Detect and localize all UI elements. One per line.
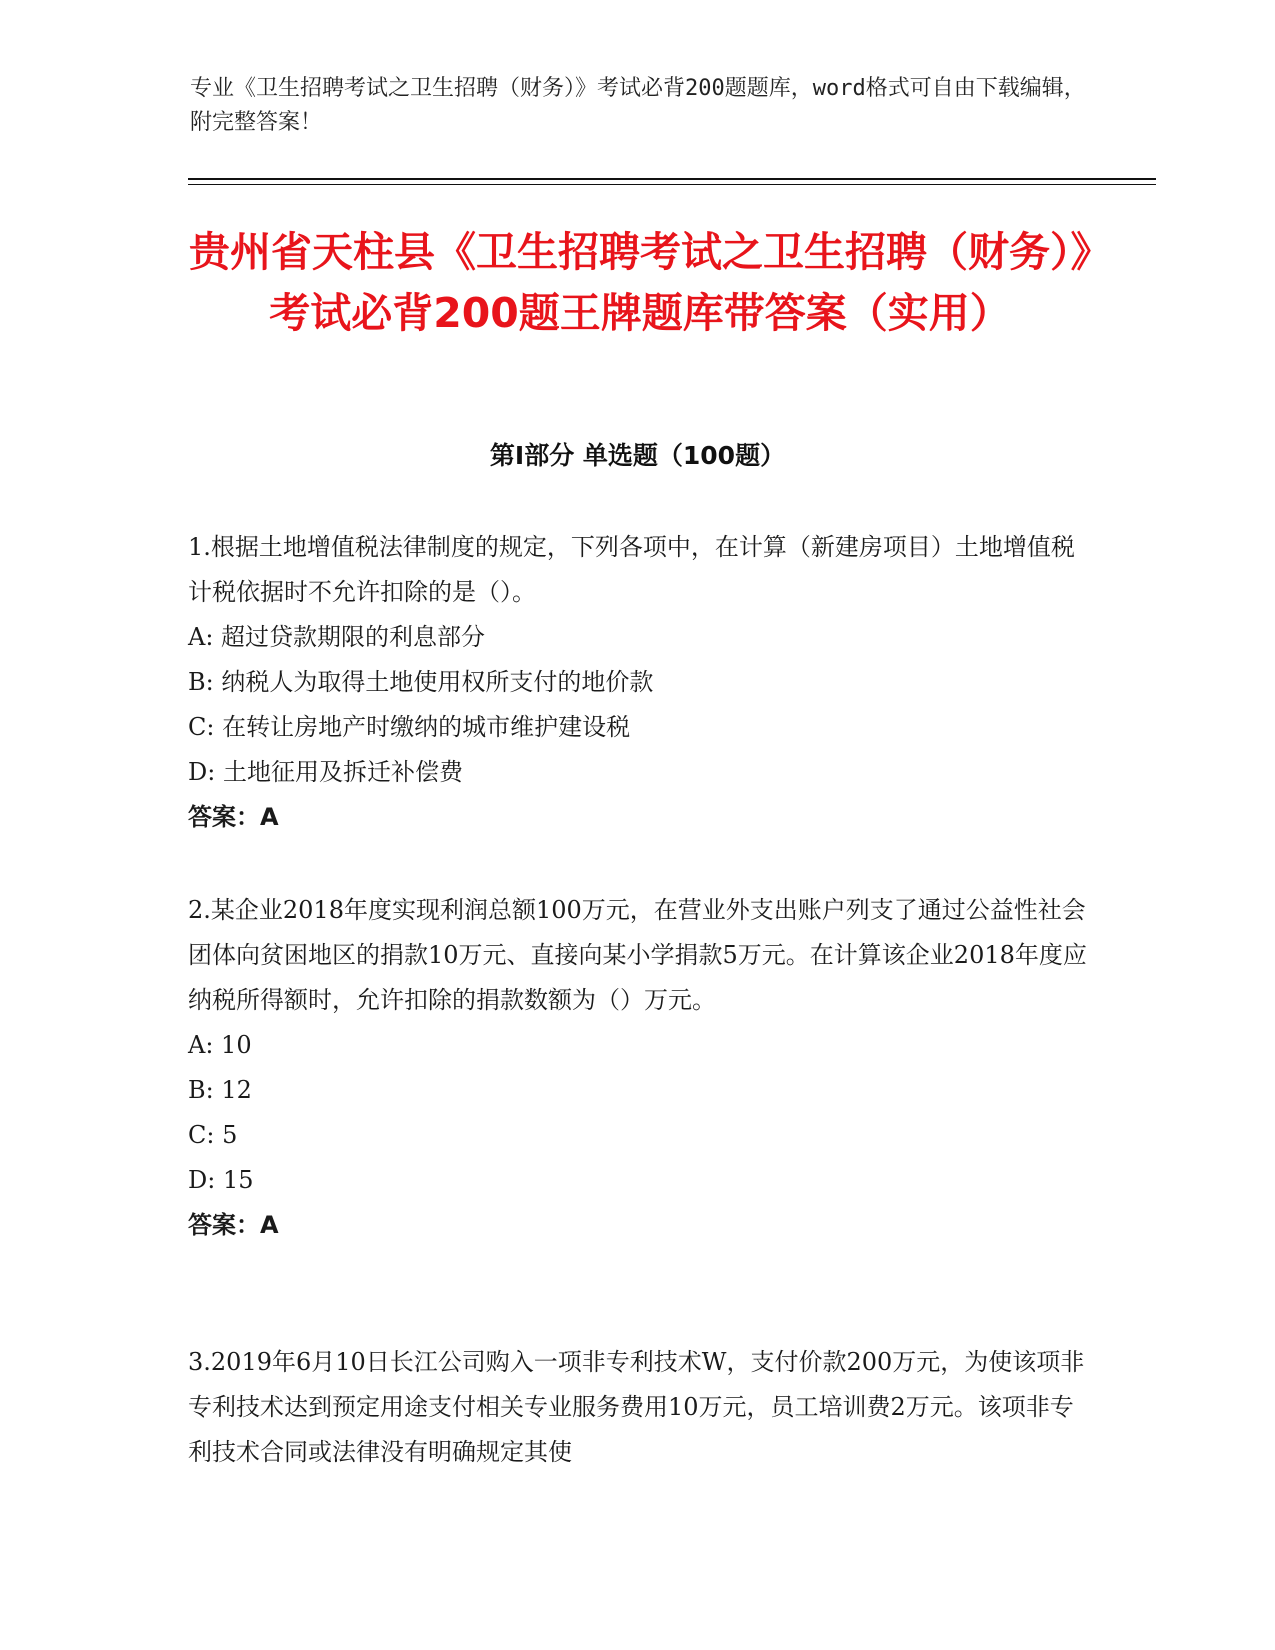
option-c: C: 5 <box>188 1121 238 1149</box>
header-divider <box>188 178 1156 180</box>
option-c: C: 在转让房地产时缴纳的城市维护建设税 <box>188 713 631 741</box>
question-block <box>188 1340 1088 1475</box>
option-a: A: 10 <box>188 1031 252 1059</box>
question-block <box>188 888 1088 1248</box>
option-b: B: 纳税人为取得土地使用权所支付的地价款 <box>188 668 654 696</box>
header-note: 专业《卫生招聘考试之卫生招聘（财务）》考试必背200题题库，word格式可自由下载编辑，附完整答案！ <box>190 76 1086 135</box>
answer-line: 答案：A <box>188 1211 279 1239</box>
option-d: D: 15 <box>188 1166 254 1194</box>
question-block <box>188 525 1088 840</box>
header-divider-thin <box>188 184 1156 185</box>
section-heading: 第I部分 单选题（100题） <box>489 441 786 470</box>
option-b: B: 12 <box>188 1076 252 1104</box>
question-stem: 1.根据土地增值税法律制度的规定，下列各项中，在计算（新建房项目）土地增值税计税依据时不允许扣除的是（）。 <box>188 533 1075 606</box>
answer-line: 答案：A <box>188 803 279 831</box>
question-stem: 3.2019年6月10日长江公司购入一项非专利技术W，支付价款200万元，为使该项非专利技术达到预定用途支付相关专业服务费用10万元，员工培训费2万元。该项非专利技术合同或法律没有明确规定其使 <box>188 1348 1085 1466</box>
question-stem: 2.某企业2018年度实现利润总额100万元，在营业外支出账户列支了通过公益性社会团体向贫困地区的捐款10万元、直接向某小学捐款5万元。在计算该企业2018年度应纳税所得额时，允许扣除的捐款数额为（）万元。 <box>188 896 1087 1014</box>
option-a: A: 超过贷款期限的利息部分 <box>188 623 486 651</box>
document-title: 贵州省天柱县《卫生招聘考试之卫生招聘（财务）》考试必背200题王牌题库带答案（实用） <box>189 228 1091 337</box>
option-d: D: 土地征用及拆迁补偿费 <box>188 758 463 786</box>
